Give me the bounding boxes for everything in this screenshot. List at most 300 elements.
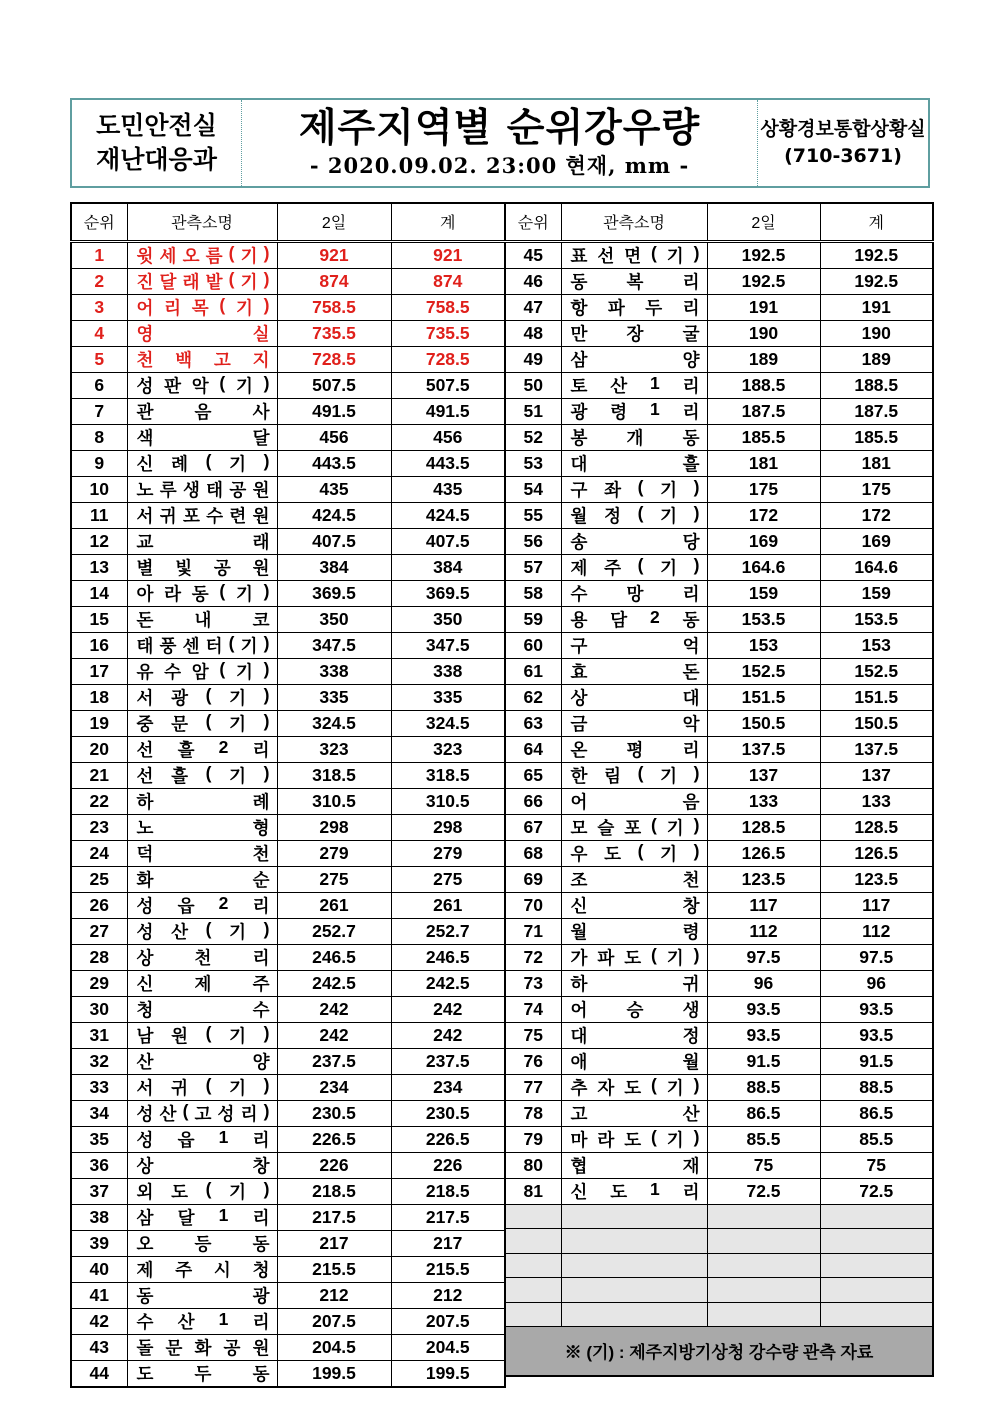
day2-value-cell: 152.5 <box>707 658 820 684</box>
table-row <box>71 372 505 398</box>
table-row <box>71 1022 505 1048</box>
day2-value-cell: 185.5 <box>707 424 820 450</box>
total-value-cell: 324.5 <box>391 710 505 736</box>
empty-row <box>505 1204 933 1229</box>
rank-cell: 81 <box>505 1178 561 1204</box>
header-rank: 순위 <box>505 203 561 241</box>
total-value-cell: 153 <box>820 632 933 658</box>
rank-cell: 28 <box>71 944 127 970</box>
station-name: 교 래 <box>136 531 270 552</box>
table-row <box>71 1100 505 1126</box>
total-value-cell: 91.5 <box>820 1048 933 1074</box>
station-name: 태 풍 센 터 ( 기 ) <box>136 632 270 656</box>
total-value-cell: 86.5 <box>820 1100 933 1126</box>
total-value-cell: 279 <box>391 840 505 866</box>
table-row <box>505 320 933 346</box>
rank-cell: 18 <box>71 684 127 710</box>
station-name-cell <box>561 1126 707 1152</box>
total-value-cell: 164.6 <box>820 554 933 580</box>
station-name-cell <box>127 762 277 788</box>
office-name: 상황경보통합상황실 <box>760 118 926 140</box>
day2-value-cell: 252.7 <box>277 918 391 944</box>
station-name: 월 령 <box>570 921 700 942</box>
table-row <box>505 502 933 528</box>
rank-cell: 32 <box>71 1048 127 1074</box>
station-name: 아 라 동 ( 기 ) <box>136 580 270 604</box>
station-name-cell <box>561 606 707 632</box>
day2-value-cell: 85.5 <box>707 1126 820 1152</box>
department-box <box>72 100 242 186</box>
day2-value-cell: 188.5 <box>707 372 820 398</box>
table-row <box>71 528 505 554</box>
station-name: 송 당 <box>570 531 700 552</box>
total-value-cell: 735.5 <box>391 320 505 346</box>
station-name: 용 담 2 동 <box>570 606 700 630</box>
station-name: 진 달 래 밭 ( 기 ) <box>136 268 270 292</box>
rank-cell: 26 <box>71 892 127 918</box>
rank-cell: 61 <box>505 658 561 684</box>
table-row <box>71 814 505 840</box>
day2-value-cell: 226.5 <box>277 1126 391 1152</box>
rank-cell: 80 <box>505 1152 561 1178</box>
table-header-row <box>505 203 933 241</box>
contact-box <box>758 100 928 186</box>
table-row <box>71 840 505 866</box>
station-name: 서 귀 ( 기 ) <box>136 1074 270 1098</box>
empty-cell <box>561 1278 707 1303</box>
total-value-cell: 207.5 <box>391 1308 505 1334</box>
rank-cell: 47 <box>505 294 561 320</box>
day2-value-cell: 189 <box>707 346 820 372</box>
station-name-cell <box>561 580 707 606</box>
total-value-cell: 491.5 <box>391 398 505 424</box>
station-name: 천 백 고 지 <box>136 349 270 370</box>
table-row <box>71 1308 505 1334</box>
station-name: 우 도 ( 기 ) <box>570 840 700 864</box>
day2-value-cell: 133 <box>707 788 820 814</box>
station-name-cell <box>561 736 707 762</box>
total-value-cell: 237.5 <box>391 1048 505 1074</box>
station-name-cell <box>127 1152 277 1178</box>
table-row <box>71 762 505 788</box>
station-name-cell <box>561 1074 707 1100</box>
day2-value-cell: 72.5 <box>707 1178 820 1204</box>
rank-cell: 56 <box>505 528 561 554</box>
station-name-cell <box>127 398 277 424</box>
table-row <box>71 450 505 476</box>
empty-cell <box>707 1253 820 1278</box>
total-value-cell: 298 <box>391 814 505 840</box>
station-name: 윗 세 오 름 ( 기 ) <box>136 242 270 266</box>
station-name-cell <box>127 1334 277 1360</box>
day2-value-cell: 153.5 <box>707 606 820 632</box>
rank-cell: 21 <box>71 762 127 788</box>
station-name: 수 망 리 <box>570 583 700 604</box>
day2-value-cell: 335 <box>277 684 391 710</box>
station-name-cell <box>561 1178 707 1204</box>
rank-cell: 29 <box>71 970 127 996</box>
rank-cell: 40 <box>71 1256 127 1282</box>
total-value-cell: 252.7 <box>391 918 505 944</box>
rank-cell: 1 <box>71 241 127 268</box>
station-name: 상 창 <box>136 1155 270 1176</box>
day2-value-cell: 237.5 <box>277 1048 391 1074</box>
rank-cell: 52 <box>505 424 561 450</box>
station-name: 신 창 <box>570 895 700 916</box>
day2-value-cell: 874 <box>277 268 391 294</box>
station-name: 유 수 암 ( 기 ) <box>136 658 270 682</box>
table-row <box>505 1152 933 1178</box>
header-total: 계 <box>820 203 933 241</box>
rank-cell: 3 <box>71 294 127 320</box>
total-value-cell: 318.5 <box>391 762 505 788</box>
station-name-cell <box>127 892 277 918</box>
total-value-cell: 75 <box>820 1152 933 1178</box>
empty-cell <box>561 1204 707 1229</box>
day2-value-cell: 921 <box>277 241 391 268</box>
station-name: 어 음 <box>570 791 700 812</box>
total-value-cell: 150.5 <box>820 710 933 736</box>
day2-value-cell: 88.5 <box>707 1074 820 1100</box>
station-name-cell <box>561 1152 707 1178</box>
table-row <box>71 996 505 1022</box>
total-value-cell: 338 <box>391 658 505 684</box>
total-value-cell: 384 <box>391 554 505 580</box>
total-value-cell: 215.5 <box>391 1256 505 1282</box>
station-name-cell <box>127 268 277 294</box>
total-value-cell: 88.5 <box>820 1074 933 1100</box>
day2-value-cell: 261 <box>277 892 391 918</box>
station-name: 신 도 1 리 <box>570 1178 700 1202</box>
station-name: 토 산 1 리 <box>570 372 700 396</box>
report-header <box>70 98 930 188</box>
header-total: 계 <box>391 203 505 241</box>
station-name-cell <box>561 1100 707 1126</box>
station-name-cell <box>561 710 707 736</box>
rank-cell: 44 <box>71 1360 127 1387</box>
rank-cell: 57 <box>505 554 561 580</box>
day2-value-cell: 96 <box>707 970 820 996</box>
table-row <box>505 840 933 866</box>
rank-cell: 54 <box>505 476 561 502</box>
table-row <box>71 1152 505 1178</box>
table-row <box>71 970 505 996</box>
total-value-cell: 212 <box>391 1282 505 1308</box>
table-header-row <box>71 203 505 241</box>
rank-cell: 65 <box>505 762 561 788</box>
station-name-cell <box>127 1282 277 1308</box>
day2-value-cell: 97.5 <box>707 944 820 970</box>
table-row <box>505 294 933 320</box>
station-name: 산 양 <box>136 1051 270 1072</box>
station-name: 돈 내 코 <box>136 609 270 630</box>
day2-value-cell: 242 <box>277 996 391 1022</box>
day2-value-cell: 242 <box>277 1022 391 1048</box>
station-name-cell <box>561 762 707 788</box>
table-row <box>71 1204 505 1230</box>
rank-cell: 39 <box>71 1230 127 1256</box>
total-value-cell: 443.5 <box>391 450 505 476</box>
day2-value-cell: 443.5 <box>277 450 391 476</box>
table-row <box>505 788 933 814</box>
station-name-cell <box>127 346 277 372</box>
day2-value-cell: 153 <box>707 632 820 658</box>
station-name: 성 읍 1 리 <box>136 1126 270 1150</box>
day2-value-cell: 172 <box>707 502 820 528</box>
station-name-cell <box>127 996 277 1022</box>
rank-cell: 66 <box>505 788 561 814</box>
total-value-cell: 169 <box>820 528 933 554</box>
station-name-cell <box>127 606 277 632</box>
total-value-cell: 226 <box>391 1152 505 1178</box>
table-row <box>71 502 505 528</box>
station-name: 제 주 ( 기 ) <box>570 554 700 578</box>
station-name-cell <box>127 710 277 736</box>
total-value-cell: 153.5 <box>820 606 933 632</box>
rank-cell: 71 <box>505 918 561 944</box>
total-value-cell: 151.5 <box>820 684 933 710</box>
station-name-cell <box>561 892 707 918</box>
rainfall-table-left <box>70 202 506 1388</box>
header-station: 관측소명 <box>561 203 707 241</box>
table-row <box>505 1048 933 1074</box>
day2-value-cell: 204.5 <box>277 1334 391 1360</box>
rank-cell: 69 <box>505 866 561 892</box>
empty-cell <box>707 1204 820 1229</box>
empty-cell <box>820 1204 933 1229</box>
table-row <box>505 1022 933 1048</box>
day2-value-cell: 728.5 <box>277 346 391 372</box>
day2-value-cell: 137 <box>707 762 820 788</box>
table-row <box>505 476 933 502</box>
day2-value-cell: 93.5 <box>707 1022 820 1048</box>
station-name-cell <box>127 320 277 346</box>
day2-value-cell: 169 <box>707 528 820 554</box>
station-name: 가 파 도 ( 기 ) <box>570 944 700 968</box>
total-value-cell: 758.5 <box>391 294 505 320</box>
station-name-cell <box>561 268 707 294</box>
header-station: 관측소명 <box>127 203 277 241</box>
total-value-cell: 369.5 <box>391 580 505 606</box>
empty-cell <box>561 1302 707 1327</box>
rank-cell: 14 <box>71 580 127 606</box>
table-row <box>71 918 505 944</box>
page-title: 제주지역별 순위강우량 <box>298 106 701 151</box>
table-row <box>505 1178 933 1204</box>
total-value-cell: 188.5 <box>820 372 933 398</box>
station-name-cell <box>561 970 707 996</box>
station-name: 별 빛 공 원 <box>136 557 270 578</box>
rank-cell: 12 <box>71 528 127 554</box>
rank-cell: 36 <box>71 1152 127 1178</box>
department-name: 도민안전실 <box>96 111 217 140</box>
station-name: 신 례 ( 기 ) <box>136 450 270 474</box>
rank-cell: 19 <box>71 710 127 736</box>
station-name: 대 흘 <box>570 453 700 474</box>
table-row <box>505 372 933 398</box>
station-name-cell <box>127 450 277 476</box>
station-name: 고 산 <box>570 1103 700 1124</box>
rank-cell: 16 <box>71 632 127 658</box>
empty-cell <box>505 1278 561 1303</box>
station-name-cell <box>561 658 707 684</box>
rainfall-table-right <box>504 202 934 1377</box>
table-row <box>505 241 933 268</box>
station-name: 삼 달 1 리 <box>136 1204 270 1228</box>
empty-cell <box>820 1278 933 1303</box>
day2-value-cell: 190 <box>707 320 820 346</box>
station-name-cell <box>127 294 277 320</box>
rank-cell: 78 <box>505 1100 561 1126</box>
station-name: 상 천 리 <box>136 947 270 968</box>
total-value-cell: 226.5 <box>391 1126 505 1152</box>
note-row <box>505 1327 933 1376</box>
table-row <box>505 1100 933 1126</box>
day2-value-cell: 507.5 <box>277 372 391 398</box>
table-row <box>505 892 933 918</box>
rank-cell: 13 <box>71 554 127 580</box>
source-note: ※ (기) : 제주지방기상청 강수량 관측 자료 <box>505 1327 933 1376</box>
table-row <box>71 398 505 424</box>
rank-cell: 15 <box>71 606 127 632</box>
station-name: 마 라 도 ( 기 ) <box>570 1126 700 1150</box>
day2-value-cell: 181 <box>707 450 820 476</box>
station-name-cell <box>127 788 277 814</box>
total-value-cell: 242 <box>391 996 505 1022</box>
rank-cell: 49 <box>505 346 561 372</box>
station-name-cell <box>127 1256 277 1282</box>
total-value-cell: 189 <box>820 346 933 372</box>
total-value-cell: 137 <box>820 762 933 788</box>
station-name: 하 례 <box>136 791 270 812</box>
station-name: 선 흘 ( 기 ) <box>136 762 270 786</box>
day2-value-cell: 164.6 <box>707 554 820 580</box>
header-day2: 2일 <box>277 203 391 241</box>
day2-value-cell: 298 <box>277 814 391 840</box>
station-name: 외 도 ( 기 ) <box>136 1178 270 1202</box>
station-name-cell <box>561 346 707 372</box>
page-subtitle: - 2020.09.02. 23:00 현재, mm - <box>309 153 690 178</box>
rank-cell: 76 <box>505 1048 561 1074</box>
station-name-cell <box>127 866 277 892</box>
empty-cell <box>707 1302 820 1327</box>
station-name-cell <box>561 1022 707 1048</box>
total-value-cell: 310.5 <box>391 788 505 814</box>
station-name: 협 재 <box>570 1155 700 1176</box>
station-name-cell <box>561 996 707 1022</box>
rank-cell: 59 <box>505 606 561 632</box>
table-row <box>505 866 933 892</box>
total-value-cell: 128.5 <box>820 814 933 840</box>
day2-value-cell: 735.5 <box>277 320 391 346</box>
empty-cell <box>505 1302 561 1327</box>
rank-cell: 24 <box>71 840 127 866</box>
day2-value-cell: 246.5 <box>277 944 391 970</box>
station-name: 모 슬 포 ( 기 ) <box>570 814 700 838</box>
station-name-cell <box>561 684 707 710</box>
day2-value-cell: 191 <box>707 294 820 320</box>
table-row <box>505 424 933 450</box>
rank-cell: 41 <box>71 1282 127 1308</box>
day2-value-cell: 91.5 <box>707 1048 820 1074</box>
empty-row <box>505 1253 933 1278</box>
table-row <box>505 268 933 294</box>
day2-value-cell: 424.5 <box>277 502 391 528</box>
station-name: 화 순 <box>136 869 270 890</box>
rank-cell: 23 <box>71 814 127 840</box>
day2-value-cell: 318.5 <box>277 762 391 788</box>
rank-cell: 50 <box>505 372 561 398</box>
rank-cell: 68 <box>505 840 561 866</box>
table-row <box>505 970 933 996</box>
rank-cell: 10 <box>71 476 127 502</box>
day2-value-cell: 407.5 <box>277 528 391 554</box>
rank-cell: 4 <box>71 320 127 346</box>
total-value-cell: 874 <box>391 268 505 294</box>
day2-value-cell: 187.5 <box>707 398 820 424</box>
day2-value-cell: 175 <box>707 476 820 502</box>
station-name-cell <box>561 944 707 970</box>
table-row <box>505 1126 933 1152</box>
total-value-cell: 191 <box>820 294 933 320</box>
day2-value-cell: 112 <box>707 918 820 944</box>
station-name-cell <box>127 1230 277 1256</box>
station-name-cell <box>127 372 277 398</box>
rank-cell: 55 <box>505 502 561 528</box>
station-name: 구 좌 ( 기 ) <box>570 476 700 500</box>
day2-value-cell: 207.5 <box>277 1308 391 1334</box>
total-value-cell: 424.5 <box>391 502 505 528</box>
day2-value-cell: 310.5 <box>277 788 391 814</box>
table-row <box>71 476 505 502</box>
table-row <box>71 658 505 684</box>
station-name-cell <box>127 241 277 268</box>
table-row <box>71 866 505 892</box>
day2-value-cell: 192.5 <box>707 268 820 294</box>
table-row <box>505 450 933 476</box>
total-value-cell: 230.5 <box>391 1100 505 1126</box>
day2-value-cell: 93.5 <box>707 996 820 1022</box>
total-value-cell: 181 <box>820 450 933 476</box>
total-value-cell: 435 <box>391 476 505 502</box>
station-name-cell <box>561 502 707 528</box>
rank-cell: 48 <box>505 320 561 346</box>
rank-cell: 9 <box>71 450 127 476</box>
rank-cell: 62 <box>505 684 561 710</box>
station-name: 항 파 두 리 <box>570 297 700 318</box>
total-value-cell: 117 <box>820 892 933 918</box>
total-value-cell: 242.5 <box>391 970 505 996</box>
station-name-cell <box>127 944 277 970</box>
day2-value-cell: 324.5 <box>277 710 391 736</box>
table-row <box>505 996 933 1022</box>
table-row <box>505 710 933 736</box>
total-value-cell: 126.5 <box>820 840 933 866</box>
station-name: 어 승 생 <box>570 999 700 1020</box>
rank-cell: 79 <box>505 1126 561 1152</box>
total-value-cell: 507.5 <box>391 372 505 398</box>
station-name: 월 정 ( 기 ) <box>570 502 700 526</box>
station-name: 동 광 <box>136 1285 270 1306</box>
station-name-cell <box>127 970 277 996</box>
total-value-cell: 137.5 <box>820 736 933 762</box>
station-name: 대 정 <box>570 1025 700 1046</box>
rank-cell: 64 <box>505 736 561 762</box>
station-name: 선 흘 2 리 <box>136 736 270 760</box>
station-name-cell <box>127 736 277 762</box>
station-name-cell <box>127 814 277 840</box>
total-value-cell: 217.5 <box>391 1204 505 1230</box>
